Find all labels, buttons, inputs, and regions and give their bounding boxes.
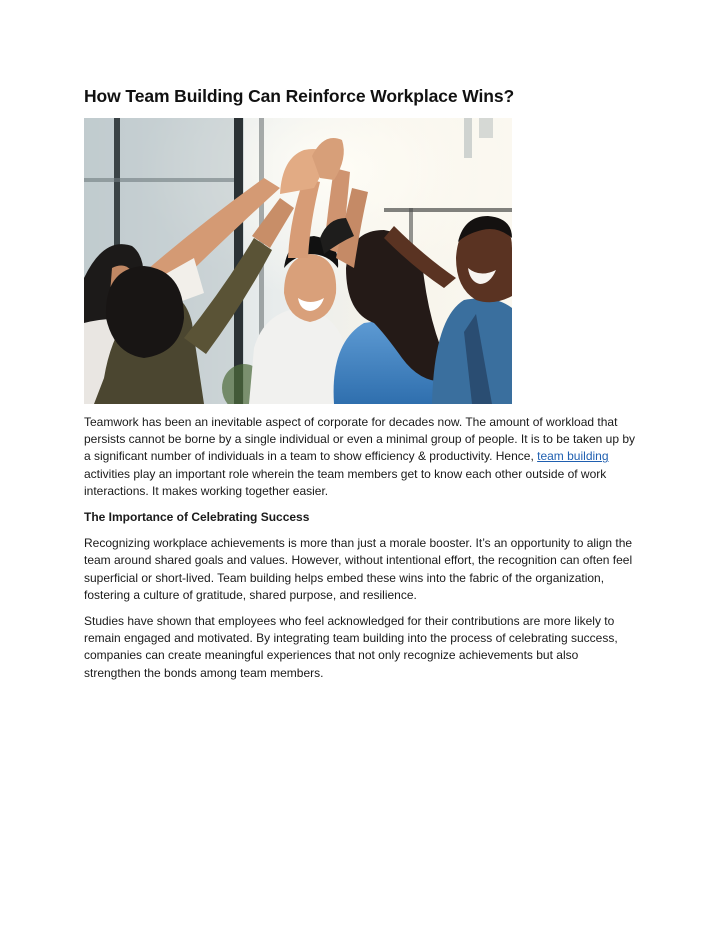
paragraph-recognizing: Recognizing workplace achievements is more than just a morale booster. It’s an opportunity to align the team around shared goals and values. However, without intentional effort, the recognition can often feel superficial or short-lived. Team building helps embed these wins into the fabric of the organization, fostering a culture of gratitude, shared purpose, and resilience. (84, 536, 633, 602)
team-building-link[interactable]: team building (537, 449, 609, 464)
intro-text-before-link: Teamwork has been an inevitable aspect of corporate for decades now. The amount of workload that persists cannot be borne by a single individual or even a minimal group of people. It is to be taken up by a significant number of individuals in a team to show efficiency & productivity. Hence, (84, 415, 635, 464)
intro-text-after-link: activities play an important role wherein the team members get to know each other outside of work interactions. It makes working together easier. (84, 466, 607, 498)
article-title: How Team Building Can Reinforce Workplace Wins? (84, 86, 515, 106)
article-body (84, 414, 636, 691)
section-heading: The Importance of Celebrating Success (84, 510, 310, 525)
hero-image (84, 118, 512, 404)
paragraph-studies: Studies have shown that employees who feel acknowledged for their contributions are more likely to remain engaged and motivated. By integrating team building into the process of celebrating success, companies can create meaningful experiences that not only recognize achievements but also strengthen the bonds among team members. (84, 614, 618, 680)
intro-paragraph (84, 414, 636, 500)
